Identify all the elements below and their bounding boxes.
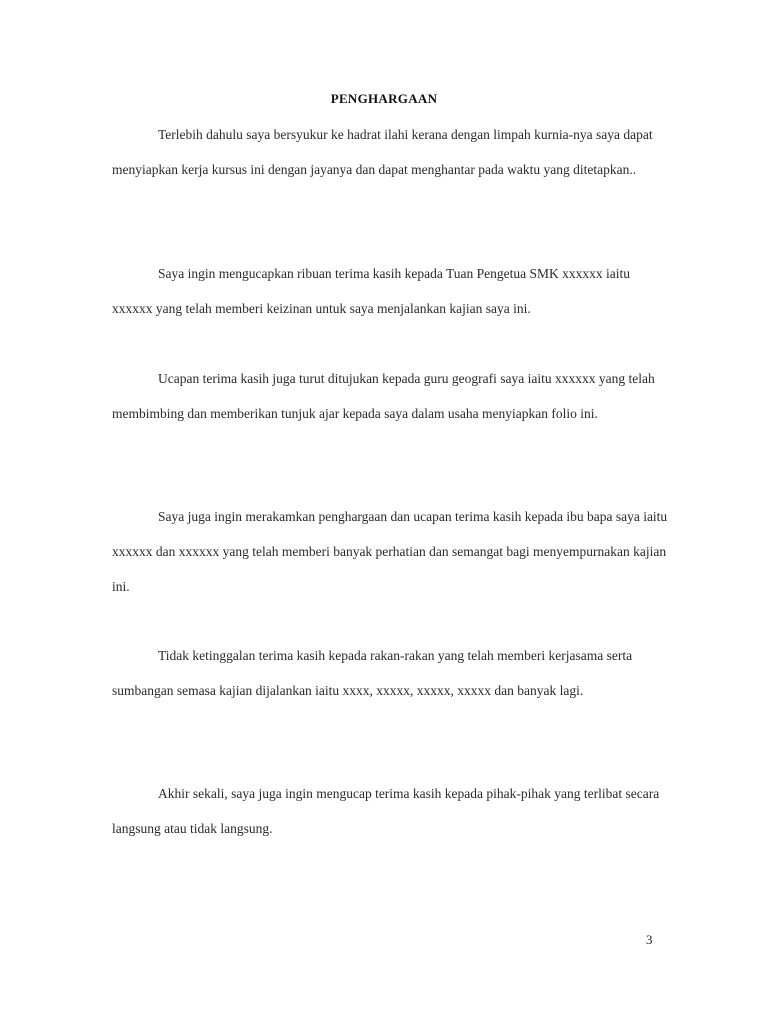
paragraph-thanks-principal: Saya ingin mengucapkan ribuan terima kasih kepada Tuan Pengetua SMK xxxxxx iaitu xxxxxx yang telah memberi keizinan untuk saya menjalankan kajian saya ini. bbox=[112, 266, 631, 316]
page-title: PENGHARGAAN bbox=[330, 91, 438, 106]
paragraph-thanks-teacher: Ucapan terima kasih juga turut ditujukan kepada guru geografi saya iaitu xxxxxx yang telah membimbing dan memberikan tunjuk ajar kepada saya dalam usaha menyiapkan folio ini. bbox=[112, 371, 655, 421]
paragraph-closing-thanks: Akhir sekali, saya juga ingin mengucap terima kasih kepada pihak-pihak yang terlibat secara langsung atau tidak langsung. bbox=[112, 786, 660, 836]
paragraph-gratitude-god: Terlebih dahulu saya bersyukur ke hadrat ilahi kerana dengan limpah kurnia-nya saya dapat menyiapkan kerja kursus ini dengan jayanya dan dapat menghantar pada waktu yang ditetapkan.. bbox=[112, 127, 653, 177]
paragraph-thanks-friends: Tidak ketinggalan terima kasih kepada rakan-rakan yang telah memberi kerjasama serta sumbangan semasa kajian dijalankan iaitu xxxx, xxxxx, xxxxx, xxxxx dan banyak lagi. bbox=[112, 648, 633, 698]
page-number: 3 bbox=[646, 932, 653, 947]
paragraph-thanks-parents: Saya juga ingin merakamkan penghargaan dan ucapan terima kasih kepada ibu bapa saya iaitu xxxxxx dan xxxxxx yang telah memberi banyak perhatian dan semangat bagi menyempurnakan kajian ini. bbox=[112, 509, 668, 594]
